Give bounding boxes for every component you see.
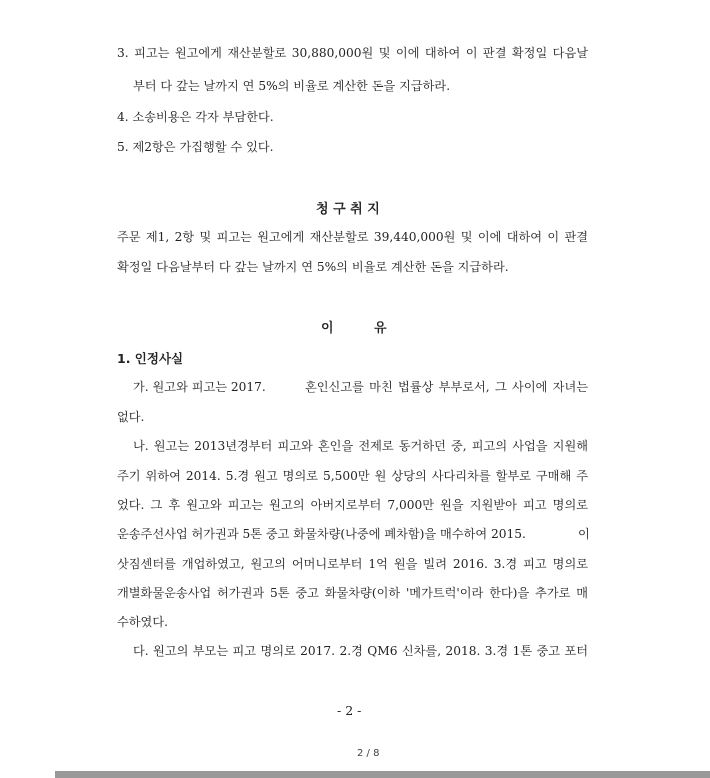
reason-title-right: 유 [374, 321, 387, 336]
paragraph-ga-line-1b: 혼인신고를 마친 법률상 부부로서, 그 사이에 자녀는 [305, 380, 588, 394]
horizontal-scrollbar[interactable] [55, 771, 710, 778]
paragraph-na-line-2: 주기 위하여 2014. 5.경 원고 명의로 5,500만 원 상당의 사다리차를 할부로 구매해 주 [117, 469, 588, 483]
order-item-4: 4. 소송비용은 각자 부담한다. [117, 110, 274, 124]
paragraph-na-line-5: 삿짐센터를 개업하였고, 원고의 어머니로부터 1억 원을 빌려 2016. 3.경 피고 명의로 [117, 557, 588, 571]
paragraph-na-line-1: 나. 원고는 2013년경부터 피고와 혼인을 전제로 동거하던 중, 피고의 사업을 지원해 [133, 439, 588, 453]
paragraph-ga-line-2: 없다. [117, 410, 145, 424]
paragraph-da-line-1: 다. 원고의 부모는 피고 명의로 2017. 2.경 QM6 신차를, 2018. 3.경 1톤 중고 포터 [133, 644, 588, 658]
paragraph-na-line-6: 개별화물운송사업 허가권과 5톤 중고 화물차량(이하 '메가트럭'이라 한다)을 추가로 매 [117, 586, 588, 600]
order-item-3-line-1: 3. 피고는 원고에게 재산분할로 30,880,000원 및 이에 대하여 이 판결 확정일 다음날 [117, 46, 588, 60]
paragraph-ga-line-1a: 가. 원고와 피고는 2017. [133, 380, 266, 394]
page-number: - 2 - [337, 703, 362, 718]
viewer-page-indicator: 2 / 8 [357, 748, 380, 759]
section-heading-facts: 1. 인정사실 [117, 351, 184, 366]
claim-line-2: 확정일 다음날부터 다 갚는 날까지 연 5%의 비율로 계산한 돈을 지급하라. [117, 260, 509, 274]
order-item-5: 5. 제2항은 가집행할 수 있다. [117, 140, 274, 154]
claim-title: 청 구 취 지 [316, 202, 380, 217]
reason-title-left: 이 [321, 321, 334, 336]
claim-line-1: 주문 제1, 2항 및 피고는 원고에게 재산분할로 39,440,000원 및 이에 대하여 이 판결 [117, 230, 588, 244]
order-item-3-line-2: 부터 다 갚는 날까지 연 5%의 비율로 계산한 돈을 지급하라. [133, 79, 451, 93]
paragraph-na-line-3: 었다. 그 후 원고와 피고는 원고의 아버지로부터 7,000만 원을 지원받아 피고 명의로 [117, 498, 588, 512]
paragraph-na-line-7: 수하였다. [117, 615, 168, 629]
paragraph-na-line-4b: 이 [578, 527, 590, 541]
paragraph-na-line-4a: 운송주선사업 허가권과 5톤 중고 화물차량(나중에 폐차함)을 매수하여 2015. [117, 527, 526, 541]
